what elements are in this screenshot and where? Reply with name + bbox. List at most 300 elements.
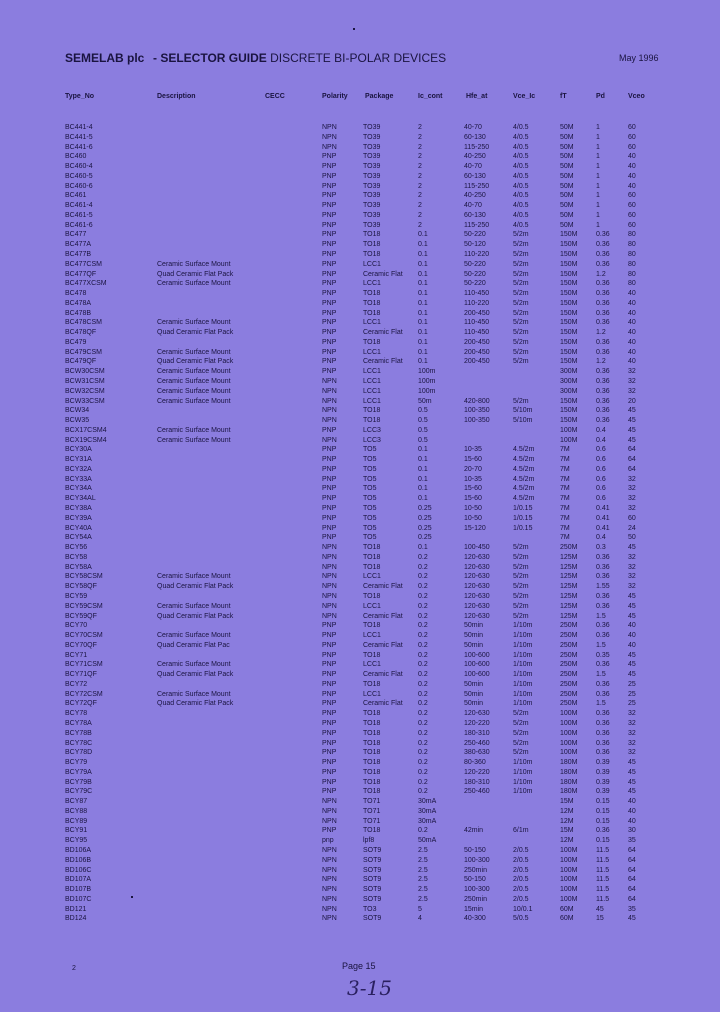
cell-package: TO5 <box>363 456 377 464</box>
cell-vceo: 32 <box>628 475 636 483</box>
cell-hfe: 10-50 <box>464 505 482 513</box>
cell-pd: 11.5 <box>596 846 610 854</box>
cell-polarity: PNP <box>322 299 337 307</box>
cell-polarity: NPN <box>322 563 337 571</box>
cell-ft: 300M <box>560 368 578 376</box>
cell-vce-ic: 5/2m <box>513 719 529 727</box>
cell-hfe: 60-130 <box>464 172 486 180</box>
cell-vceo: 64 <box>628 446 636 454</box>
cell-hfe: 15-60 <box>464 485 482 493</box>
cell-ft: 100M <box>560 436 578 444</box>
cell-package: SOT9 <box>363 895 382 903</box>
cell-description: Ceramic Surface Mount <box>157 319 231 327</box>
cell-polarity: PNP <box>322 329 337 337</box>
cell-vceo: 45 <box>628 915 636 923</box>
cell-polarity: PNP <box>322 280 337 288</box>
table-row <box>0 680 720 690</box>
cell-pd: 0.41 <box>596 514 610 522</box>
cell-vceo: 40 <box>628 290 636 298</box>
cell-ft: 100M <box>560 739 578 747</box>
table-row <box>0 651 720 661</box>
cell-ft: 250M <box>560 661 578 669</box>
table-row <box>0 709 720 719</box>
cell-ft: 100M <box>560 895 578 903</box>
cell-vceo: 32 <box>628 485 636 493</box>
cell-ic-cont: 2.5 <box>418 866 428 874</box>
cell-pd: 0.4 <box>596 436 606 444</box>
cell-polarity: NPN <box>322 866 337 874</box>
cell-pd: 1 <box>596 202 600 210</box>
cell-vceo: 45 <box>628 778 636 786</box>
table-row <box>0 905 720 915</box>
table-row <box>0 719 720 729</box>
cell-vce-ic: 4.5/2m <box>513 485 535 493</box>
cell-vce-ic: 5/10m <box>513 407 533 415</box>
cell-polarity: NPN <box>322 602 337 610</box>
cell-pd: 0.36 <box>596 632 610 640</box>
cell-polarity: PNP <box>322 514 337 522</box>
cell-vceo: 64 <box>628 876 636 884</box>
cell-polarity: NPN <box>322 436 337 444</box>
cell-ic-cont: 0.1 <box>418 280 428 288</box>
cell-vceo: 45 <box>628 407 636 415</box>
cell-polarity: PNP <box>322 368 337 376</box>
cell-description: Ceramic Surface Mount <box>157 426 231 434</box>
cell-ic-cont: 2 <box>418 211 422 219</box>
cell-pd: 1 <box>596 172 600 180</box>
table-row <box>0 690 720 700</box>
cell-ft: 50M <box>560 163 574 171</box>
cell-package: TO5 <box>363 446 377 454</box>
table-row <box>0 377 720 387</box>
table-row <box>0 279 720 289</box>
table-row <box>0 553 720 563</box>
cell-vce-ic: 4.5/2m <box>513 465 535 473</box>
cell-vceo: 40 <box>628 309 636 317</box>
cell-vceo: 45 <box>628 768 636 776</box>
cell-polarity: PNP <box>322 719 337 727</box>
cell-vceo: 40 <box>628 182 636 190</box>
cell-polarity: NPN <box>322 553 337 561</box>
cell-type-no: BD106B <box>65 856 92 864</box>
cell-package: TO18 <box>363 338 381 346</box>
cell-hfe: 15-120 <box>464 524 486 532</box>
cell-polarity: PNP <box>322 475 337 483</box>
cell-hfe: 10-50 <box>464 514 482 522</box>
cell-ic-cont: 0.2 <box>418 768 428 776</box>
cell-vceo: 60 <box>628 133 636 141</box>
cell-ft: 250M <box>560 641 578 649</box>
cell-vce-ic: 1/0.15 <box>513 505 533 513</box>
cell-vce-ic: 4.5/2m <box>513 446 535 454</box>
cell-hfe: 250-460 <box>464 739 490 747</box>
cell-description: Ceramic Surface Mount <box>157 368 231 376</box>
cell-type-no: BD107B <box>65 886 92 894</box>
table-row <box>0 260 720 270</box>
cell-polarity: PNP <box>322 739 337 747</box>
cell-vceo: 80 <box>628 260 636 268</box>
cell-pd: 0.36 <box>596 553 610 561</box>
table-row <box>0 758 720 768</box>
table-row <box>0 162 720 172</box>
cell-type-no: BC478A <box>65 299 92 307</box>
cell-ic-cont: 0.5 <box>418 407 428 415</box>
cell-vceo: 40 <box>628 299 636 307</box>
cell-ic-cont: 0.1 <box>418 290 428 298</box>
cell-polarity: NPN <box>322 387 337 395</box>
cell-vce-ic: 4/0.5 <box>513 182 529 190</box>
cell-vce-ic: 1/10m <box>513 651 533 659</box>
cell-vce-ic: 5/2m <box>513 583 529 591</box>
cell-package: TO18 <box>363 231 381 239</box>
cell-vce-ic: 5/0.5 <box>513 915 529 923</box>
cell-polarity: NPN <box>322 895 337 903</box>
cell-vce-ic: 5/2m <box>513 592 529 600</box>
cell-pd: 1.5 <box>596 612 606 620</box>
cell-ic-cont: 100m <box>418 368 436 376</box>
cell-hfe: 40-70 <box>464 124 482 131</box>
cell-package: Ceramic Flat <box>363 612 403 620</box>
cell-vceo: 40 <box>628 329 636 337</box>
cell-ic-cont: 4 <box>418 915 422 923</box>
table-row <box>0 338 720 348</box>
cell-polarity: PNP <box>322 495 337 503</box>
table-row <box>0 465 720 475</box>
cell-ic-cont: 0.25 <box>418 524 432 532</box>
cell-ic-cont: 0.1 <box>418 270 428 278</box>
cell-pd: 0.3 <box>596 544 606 552</box>
cell-ft: 100M <box>560 749 578 757</box>
cell-type-no: BCY58CSM <box>65 573 103 581</box>
cell-type-no: BCY33A <box>65 475 92 483</box>
cell-ft: 100M <box>560 846 578 854</box>
cell-ic-cont: 0.1 <box>418 309 428 317</box>
cell-type-no: BC479CSM <box>65 348 102 356</box>
cell-package: SOT9 <box>363 866 382 874</box>
cell-hfe: 110-450 <box>464 329 490 337</box>
cell-ft: 150M <box>560 348 578 356</box>
cell-ft: 150M <box>560 270 578 278</box>
cell-hfe: 50-220 <box>464 231 486 239</box>
cell-ic-cont: 2 <box>418 133 422 141</box>
cell-type-no: BC477QF <box>65 270 97 278</box>
table-row <box>0 729 720 739</box>
cell-polarity: PNP <box>322 534 337 542</box>
cell-vceo: 32 <box>628 583 636 591</box>
cell-polarity: PNP <box>322 309 337 317</box>
cell-ft: 125M <box>560 553 578 561</box>
cell-hfe: 15-60 <box>464 495 482 503</box>
cell-pd: 0.36 <box>596 368 610 376</box>
cell-pd: 0.36 <box>596 387 610 395</box>
cell-vceo: 80 <box>628 251 636 258</box>
cell-hfe: 200-450 <box>464 338 490 346</box>
cell-ft: 150M <box>560 319 578 327</box>
cell-hfe: 10-35 <box>464 446 482 454</box>
cell-package: TO18 <box>363 680 381 688</box>
cell-package: TO18 <box>363 759 381 767</box>
cell-description: Quad Ceramic Flat Pac <box>157 641 230 649</box>
table-row <box>0 240 720 250</box>
cell-vce-ic: 5/2m <box>513 280 529 288</box>
cell-package: LCC1 <box>363 602 381 610</box>
table-row <box>0 387 720 397</box>
cell-ft: 100M <box>560 866 578 874</box>
cell-hfe: 200-450 <box>464 358 490 366</box>
cell-ic-cont: 0.25 <box>418 505 432 513</box>
cell-ic-cont: 0.2 <box>418 739 428 747</box>
cell-polarity: NPN <box>322 846 337 854</box>
cell-pd: 0.36 <box>596 378 610 386</box>
cell-hfe: 420-800 <box>464 397 490 405</box>
cell-hfe: 50-120 <box>464 241 486 249</box>
cell-vceo: 45 <box>628 417 636 425</box>
cell-ft: 150M <box>560 299 578 307</box>
cell-vceo: 32 <box>628 749 636 757</box>
cell-vceo: 64 <box>628 886 636 894</box>
cell-vce-ic: 5/2m <box>513 544 529 552</box>
cell-polarity: PNP <box>322 465 337 473</box>
cell-type-no: BCY89 <box>65 817 88 825</box>
cell-polarity: PNP <box>322 221 337 229</box>
cell-package: TO71 <box>363 798 381 806</box>
cell-type-no: BCY79C <box>65 788 93 796</box>
cell-ic-cont: 0.1 <box>418 338 428 346</box>
table-row <box>0 416 720 426</box>
cell-ic-cont: 2 <box>418 221 422 229</box>
cell-ft: 150M <box>560 241 578 249</box>
table-row <box>0 328 720 338</box>
cell-ic-cont: 0.2 <box>418 749 428 757</box>
cell-polarity: NPN <box>322 583 337 591</box>
cell-ic-cont: 5 <box>418 905 422 913</box>
cell-pd: 0.36 <box>596 749 610 757</box>
cell-type-no: BCY71CSM <box>65 661 103 669</box>
cell-ft: 7M <box>560 456 570 464</box>
cell-hfe: 200-450 <box>464 309 490 317</box>
cell-type-no: BCY59CSM <box>65 602 103 610</box>
cell-vceo: 40 <box>628 319 636 327</box>
cell-type-no: BC461-5 <box>65 211 93 219</box>
table-row <box>0 475 720 485</box>
cell-type-no: BC478B <box>65 309 92 317</box>
cell-pd: 0.36 <box>596 729 610 737</box>
cell-polarity: PNP <box>322 485 337 493</box>
cell-ic-cont: 0.5 <box>418 417 428 425</box>
cell-polarity: NPN <box>322 592 337 600</box>
cell-type-no: BCY78D <box>65 749 93 757</box>
cell-type-no: BC461-4 <box>65 202 93 210</box>
cell-type-no: BCW32CSM <box>65 387 105 395</box>
cell-package: TO5 <box>363 514 377 522</box>
cell-type-no: BCY58A <box>65 563 92 571</box>
cell-type-no: BC477XCSM <box>65 280 107 288</box>
column-headers <box>0 93 720 105</box>
cell-type-no: BC478QF <box>65 329 97 337</box>
cell-polarity: PNP <box>322 505 337 513</box>
cell-package: TO5 <box>363 495 377 503</box>
cell-package: TO5 <box>363 524 377 532</box>
cell-package: TO18 <box>363 729 381 737</box>
cell-type-no: BD107A <box>65 876 92 884</box>
cell-ic-cont: 0.1 <box>418 319 428 327</box>
cell-vce-ic: 4/0.5 <box>513 153 529 161</box>
table-row <box>0 572 720 582</box>
cell-polarity: PNP <box>322 671 337 679</box>
cell-vce-ic: 5/2m <box>513 553 529 561</box>
cell-hfe: 250min <box>464 866 487 874</box>
cell-vce-ic: 5/2m <box>513 573 529 581</box>
cell-vce-ic: 1/10m <box>513 641 533 649</box>
cell-polarity: NPN <box>322 817 337 825</box>
cell-ft: 7M <box>560 505 570 513</box>
cell-ic-cont: 0.1 <box>418 446 428 454</box>
cell-ft: 12M <box>560 807 574 815</box>
cell-polarity: PNP <box>322 153 337 161</box>
cell-ft: 50M <box>560 182 574 190</box>
cell-package: SOT9 <box>363 915 382 923</box>
cell-type-no: BC441-5 <box>65 133 93 141</box>
cell-vce-ic: 1/10m <box>513 778 533 786</box>
table-row <box>0 787 720 797</box>
cell-hfe: 50min <box>464 690 484 698</box>
cell-type-no: BCW34 <box>65 407 90 415</box>
cell-hfe: 120-630 <box>464 592 490 600</box>
handwritten-page-note: 3-15 <box>347 976 392 1000</box>
table-row <box>0 660 720 670</box>
cell-hfe: 50min <box>464 680 484 688</box>
cell-package: TO18 <box>363 710 381 718</box>
guide-title-bold: - SELECTOR GUIDE <box>153 51 267 65</box>
cell-ic-cont: 0.2 <box>418 573 428 581</box>
cell-vceo: 64 <box>628 456 636 464</box>
cell-package: TO18 <box>363 299 381 307</box>
cell-type-no: BC460-4 <box>65 163 93 171</box>
cell-ic-cont: 2.5 <box>418 876 428 884</box>
cell-polarity: PNP <box>322 182 337 190</box>
cell-ic-cont: 2 <box>418 153 422 161</box>
cell-type-no: BCY72QF <box>65 700 97 708</box>
cell-type-no: BCY59QF <box>65 612 97 620</box>
table-row <box>0 426 720 436</box>
cell-vceo: 50 <box>628 534 636 542</box>
cell-package: TO18 <box>363 827 381 835</box>
cell-polarity: NPN <box>322 573 337 581</box>
cell-polarity: PNP <box>322 172 337 180</box>
cell-ic-cont: 2.5 <box>418 846 428 854</box>
cell-ft: 300M <box>560 387 578 395</box>
col-pd: Pd <box>596 93 605 100</box>
table-row <box>0 778 720 788</box>
cell-package: TO18 <box>363 544 381 552</box>
cell-vce-ic: 4/0.5 <box>513 163 529 171</box>
cell-ic-cont: 0.5 <box>418 436 428 444</box>
cell-polarity: PNP <box>322 348 337 356</box>
cell-vceo: 64 <box>628 895 636 903</box>
cell-type-no: BCY95 <box>65 837 88 845</box>
cell-ft: 100M <box>560 856 578 864</box>
cell-ic-cont: 0.1 <box>418 241 428 249</box>
cell-ft: 15M <box>560 827 574 835</box>
cell-description: Quad Ceramic Flat Pack <box>157 700 234 708</box>
cell-hfe: 100-600 <box>464 651 490 659</box>
table-row <box>0 270 720 280</box>
cell-vce-ic: 2/0.5 <box>513 895 529 903</box>
cell-vceo: 32 <box>628 719 636 727</box>
cell-vce-ic: 1/10m <box>513 768 533 776</box>
cell-ic-cont: 0.1 <box>418 495 428 503</box>
cell-description: Ceramic Surface Mount <box>157 632 231 640</box>
cell-pd: 0.36 <box>596 319 610 327</box>
cell-ic-cont: 50mA <box>418 837 437 845</box>
cell-pd: 0.41 <box>596 505 610 513</box>
cell-ft: 50M <box>560 192 574 200</box>
cell-polarity: PNP <box>322 661 337 669</box>
cell-pd: 1.5 <box>596 671 606 679</box>
cell-vceo: 40 <box>628 807 636 815</box>
col-cecc: CECC <box>265 93 285 100</box>
cell-package: TO18 <box>363 251 381 258</box>
table-row <box>0 592 720 602</box>
cell-vceo: 45 <box>628 602 636 610</box>
cell-polarity: PNP <box>322 290 337 298</box>
table-row <box>0 612 720 622</box>
table-row <box>0 436 720 446</box>
table-row <box>0 914 720 924</box>
cell-package: TO18 <box>363 719 381 727</box>
cell-type-no: BCW31CSM <box>65 378 105 386</box>
cell-ft: 50M <box>560 221 574 229</box>
table-row <box>0 299 720 309</box>
cell-ic-cont: 2 <box>418 192 422 200</box>
cell-ft: 250M <box>560 632 578 640</box>
cell-ft: 180M <box>560 768 578 776</box>
cell-pd: 0.35 <box>596 651 610 659</box>
cell-type-no: BCY72CSM <box>65 690 103 698</box>
cell-ft: 125M <box>560 602 578 610</box>
cell-polarity: PNP <box>322 163 337 171</box>
cell-ic-cont: 0.1 <box>418 348 428 356</box>
cell-package: LCC1 <box>363 573 381 581</box>
cell-package: TO18 <box>363 407 381 415</box>
cell-description: Ceramic Surface Mount <box>157 573 231 581</box>
cell-ft: 50M <box>560 133 574 141</box>
table-row <box>0 182 720 192</box>
scan-speck <box>353 28 355 30</box>
cell-pd: 0.36 <box>596 592 610 600</box>
cell-vceo: 40 <box>628 632 636 640</box>
cell-polarity: NPN <box>322 856 337 864</box>
cell-ic-cont: 2 <box>418 143 422 151</box>
cell-type-no: BCY31A <box>65 456 92 464</box>
table-row <box>0 123 720 133</box>
cell-pd: 0.36 <box>596 397 610 405</box>
cell-pd: 11.5 <box>596 866 610 874</box>
cell-polarity: PNP <box>322 456 337 464</box>
cell-package: SOT9 <box>363 846 382 854</box>
cell-description: Ceramic Surface Mount <box>157 397 231 405</box>
cell-type-no: BCY59 <box>65 592 88 600</box>
cell-vce-ic: 2/0.5 <box>513 856 529 864</box>
col-ic-cont: Ic_cont <box>418 93 443 100</box>
cell-hfe: 50-220 <box>464 270 486 278</box>
cell-vceo: 45 <box>628 651 636 659</box>
cell-ic-cont: 0.2 <box>418 553 428 561</box>
cell-hfe: 100-300 <box>464 856 490 864</box>
cell-package: TO18 <box>363 592 381 600</box>
table-row <box>0 748 720 758</box>
cell-polarity: NPN <box>322 915 337 923</box>
